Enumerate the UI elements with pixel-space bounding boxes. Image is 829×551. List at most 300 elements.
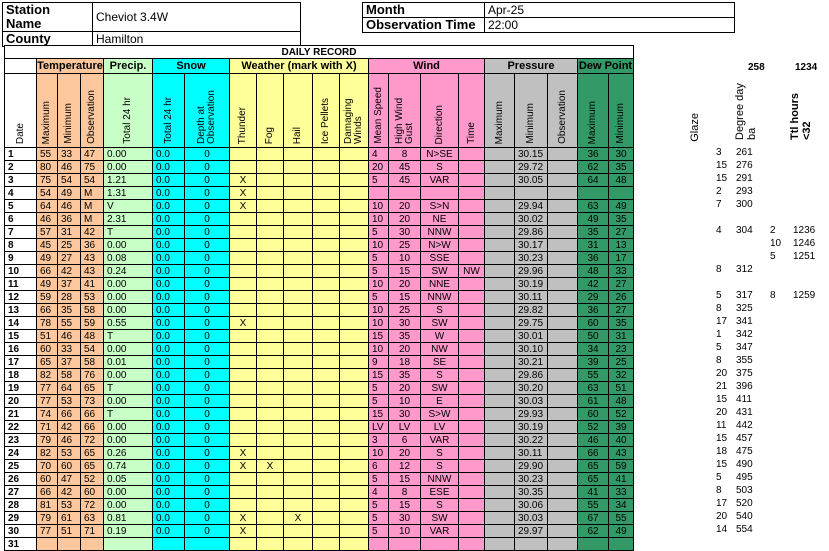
table-cell[interactable]: [459, 161, 485, 174]
table-cell[interactable]: [459, 382, 485, 395]
table-cell[interactable]: [485, 395, 515, 408]
table-cell[interactable]: 46: [58, 161, 81, 174]
table-cell[interactable]: 29.75: [515, 317, 548, 330]
table-cell[interactable]: [515, 187, 548, 200]
table-cell[interactable]: [37, 538, 58, 551]
table-cell[interactable]: 0: [185, 239, 230, 252]
table-cell[interactable]: 71: [37, 421, 58, 434]
table-cell[interactable]: 65: [578, 460, 609, 473]
table-cell[interactable]: [548, 226, 578, 239]
table-cell[interactable]: 36: [58, 213, 81, 226]
table-cell[interactable]: [485, 356, 515, 369]
table-cell[interactable]: [340, 356, 369, 369]
table-cell[interactable]: 49: [37, 278, 58, 291]
table-cell[interactable]: 29.94: [515, 200, 548, 213]
table-cell[interactable]: 5: [369, 291, 389, 304]
table-cell[interactable]: 0.00: [104, 304, 153, 317]
table-cell[interactable]: [284, 200, 313, 213]
table-cell[interactable]: 55: [578, 499, 609, 512]
table-cell[interactable]: 35: [609, 213, 634, 226]
table-cell[interactable]: 82: [37, 369, 58, 382]
table-cell[interactable]: [548, 512, 578, 525]
table-cell[interactable]: [230, 395, 257, 408]
table-cell[interactable]: [284, 317, 313, 330]
table-cell[interactable]: 0.0: [153, 226, 185, 239]
table-cell[interactable]: 55: [578, 369, 609, 382]
table-cell[interactable]: X: [230, 460, 257, 473]
table-cell[interactable]: [340, 408, 369, 421]
table-cell[interactable]: 66: [578, 447, 609, 460]
table-cell[interactable]: [230, 473, 257, 486]
table-cell[interactable]: 15: [369, 330, 389, 343]
table-cell[interactable]: [257, 369, 284, 382]
table-cell[interactable]: 5: [369, 382, 389, 395]
table-cell[interactable]: [485, 421, 515, 434]
table-cell[interactable]: VAR: [421, 434, 459, 447]
table-cell[interactable]: 30.19: [515, 421, 548, 434]
table-cell[interactable]: [459, 408, 485, 421]
table-cell[interactable]: 20: [369, 161, 389, 174]
table-cell[interactable]: [284, 525, 313, 538]
table-cell[interactable]: 30: [389, 512, 421, 525]
table-cell[interactable]: 54: [81, 174, 104, 187]
table-cell[interactable]: 0.0: [153, 369, 185, 382]
table-cell[interactable]: 39: [609, 421, 634, 434]
table-cell[interactable]: 0.0: [153, 421, 185, 434]
table-cell[interactable]: [230, 265, 257, 278]
table-cell[interactable]: 51: [609, 382, 634, 395]
table-cell[interactable]: [257, 330, 284, 343]
table-cell[interactable]: [257, 512, 284, 525]
table-cell[interactable]: VAR: [421, 174, 459, 187]
table-cell[interactable]: [230, 291, 257, 304]
table-cell[interactable]: [485, 499, 515, 512]
table-cell[interactable]: M: [81, 213, 104, 226]
table-cell[interactable]: 9: [369, 356, 389, 369]
table-cell[interactable]: 66: [58, 408, 81, 421]
table-cell[interactable]: 5: [369, 512, 389, 525]
table-cell[interactable]: LV: [369, 421, 389, 434]
table-cell[interactable]: 5: [369, 252, 389, 265]
table-cell[interactable]: 0.0: [153, 447, 185, 460]
table-cell[interactable]: 77: [37, 395, 58, 408]
table-cell[interactable]: 74: [37, 408, 58, 421]
table-cell[interactable]: [515, 538, 548, 551]
table-cell[interactable]: [230, 213, 257, 226]
table-cell[interactable]: [230, 239, 257, 252]
table-cell[interactable]: 25: [58, 239, 81, 252]
table-cell[interactable]: 35: [58, 304, 81, 317]
table-cell[interactable]: 50: [578, 330, 609, 343]
table-cell[interactable]: 75: [81, 161, 104, 174]
table-cell[interactable]: 73: [81, 395, 104, 408]
table-cell[interactable]: 0.00: [104, 421, 153, 434]
table-cell[interactable]: [284, 252, 313, 265]
table-cell[interactable]: 39: [578, 356, 609, 369]
table-cell[interactable]: [230, 538, 257, 551]
table-cell[interactable]: 15: [369, 369, 389, 382]
table-cell[interactable]: 0.24: [104, 265, 153, 278]
table-cell[interactable]: 0: [185, 499, 230, 512]
table-cell[interactable]: [548, 265, 578, 278]
table-cell[interactable]: N>SE: [421, 148, 459, 161]
table-cell[interactable]: 54: [58, 174, 81, 187]
table-cell[interactable]: [459, 421, 485, 434]
table-cell[interactable]: [313, 265, 340, 278]
table-cell[interactable]: [230, 421, 257, 434]
table-cell[interactable]: [230, 486, 257, 499]
table-cell[interactable]: [284, 161, 313, 174]
table-cell[interactable]: [340, 395, 369, 408]
table-cell[interactable]: 15: [389, 499, 421, 512]
table-cell[interactable]: [257, 499, 284, 512]
table-cell[interactable]: 0.0: [153, 525, 185, 538]
table-cell[interactable]: 45: [37, 239, 58, 252]
table-cell[interactable]: VAR: [421, 525, 459, 538]
table-cell[interactable]: 0: [185, 473, 230, 486]
table-cell[interactable]: [485, 265, 515, 278]
table-cell[interactable]: [485, 434, 515, 447]
table-cell[interactable]: 0.00: [104, 161, 153, 174]
table-cell[interactable]: 31: [609, 330, 634, 343]
table-cell[interactable]: 4: [369, 486, 389, 499]
table-cell[interactable]: 30: [609, 148, 634, 161]
table-cell[interactable]: 59: [37, 291, 58, 304]
table-cell[interactable]: [230, 382, 257, 395]
table-cell[interactable]: [185, 538, 230, 551]
table-cell[interactable]: 29.86: [515, 226, 548, 239]
table-cell[interactable]: [485, 538, 515, 551]
table-cell[interactable]: 27: [609, 304, 634, 317]
table-cell[interactable]: 60: [81, 486, 104, 499]
table-cell[interactable]: 0.0: [153, 395, 185, 408]
table-cell[interactable]: 0: [185, 187, 230, 200]
table-cell[interactable]: 61: [58, 512, 81, 525]
table-cell[interactable]: [230, 226, 257, 239]
table-cell[interactable]: 8: [389, 148, 421, 161]
table-cell[interactable]: [459, 304, 485, 317]
table-cell[interactable]: 10: [369, 447, 389, 460]
table-cell[interactable]: 0.0: [153, 317, 185, 330]
table-cell[interactable]: [340, 252, 369, 265]
table-cell[interactable]: 34: [609, 499, 634, 512]
table-cell[interactable]: [548, 486, 578, 499]
table-cell[interactable]: 43: [81, 265, 104, 278]
table-cell[interactable]: [257, 226, 284, 239]
table-cell[interactable]: 5: [369, 499, 389, 512]
table-cell[interactable]: 55: [58, 317, 81, 330]
table-cell[interactable]: [230, 408, 257, 421]
table-cell[interactable]: [548, 525, 578, 538]
table-cell[interactable]: 0: [185, 213, 230, 226]
table-cell[interactable]: [548, 473, 578, 486]
table-cell[interactable]: 10: [369, 304, 389, 317]
table-cell[interactable]: [284, 460, 313, 473]
table-cell[interactable]: [284, 395, 313, 408]
table-cell[interactable]: [313, 382, 340, 395]
table-cell[interactable]: 27: [609, 278, 634, 291]
table-cell[interactable]: [609, 187, 634, 200]
table-cell[interactable]: 72: [81, 499, 104, 512]
table-cell[interactable]: 81: [37, 499, 58, 512]
table-cell[interactable]: SW: [421, 382, 459, 395]
table-cell[interactable]: 0.00: [104, 369, 153, 382]
table-cell[interactable]: 30.23: [515, 252, 548, 265]
table-cell[interactable]: 35: [389, 330, 421, 343]
table-cell[interactable]: 45: [389, 161, 421, 174]
table-cell[interactable]: 10: [389, 252, 421, 265]
table-cell[interactable]: E: [421, 395, 459, 408]
table-cell[interactable]: 53: [58, 395, 81, 408]
table-cell[interactable]: [313, 486, 340, 499]
table-cell[interactable]: 66: [37, 486, 58, 499]
table-cell[interactable]: 0.01: [104, 356, 153, 369]
table-cell[interactable]: [548, 213, 578, 226]
table-cell[interactable]: 60: [37, 473, 58, 486]
table-cell[interactable]: [485, 213, 515, 226]
table-cell[interactable]: 52: [81, 473, 104, 486]
table-cell[interactable]: [459, 343, 485, 356]
table-cell[interactable]: 0: [185, 447, 230, 460]
table-cell[interactable]: [340, 304, 369, 317]
table-cell[interactable]: [340, 538, 369, 551]
table-cell[interactable]: 10: [389, 395, 421, 408]
table-cell[interactable]: [284, 148, 313, 161]
table-cell[interactable]: 67: [578, 512, 609, 525]
table-cell[interactable]: [340, 382, 369, 395]
table-cell[interactable]: [485, 525, 515, 538]
table-cell[interactable]: [313, 148, 340, 161]
table-cell[interactable]: [548, 460, 578, 473]
table-cell[interactable]: 72: [81, 434, 104, 447]
table-cell[interactable]: [340, 148, 369, 161]
table-cell[interactable]: 33: [58, 148, 81, 161]
table-cell[interactable]: 66: [81, 408, 104, 421]
table-cell[interactable]: 0.0: [153, 252, 185, 265]
table-cell[interactable]: 0.0: [153, 239, 185, 252]
table-cell[interactable]: NW: [421, 343, 459, 356]
table-cell[interactable]: 78: [37, 317, 58, 330]
table-cell[interactable]: 0.00: [104, 434, 153, 447]
table-cell[interactable]: 8: [389, 486, 421, 499]
table-cell[interactable]: 6: [389, 434, 421, 447]
table-cell[interactable]: 5: [369, 226, 389, 239]
table-cell[interactable]: 30.17: [515, 239, 548, 252]
table-cell[interactable]: [284, 291, 313, 304]
table-cell[interactable]: 2.31: [104, 213, 153, 226]
table-cell[interactable]: 42: [81, 226, 104, 239]
table-cell[interactable]: [313, 278, 340, 291]
table-cell[interactable]: 30.05: [515, 174, 548, 187]
table-cell[interactable]: 0: [185, 395, 230, 408]
table-cell[interactable]: [548, 252, 578, 265]
table-cell[interactable]: 46: [58, 330, 81, 343]
table-cell[interactable]: S>N: [421, 200, 459, 213]
table-cell[interactable]: [230, 343, 257, 356]
table-cell[interactable]: [459, 174, 485, 187]
table-cell[interactable]: 29.86: [515, 369, 548, 382]
table-cell[interactable]: [340, 434, 369, 447]
table-cell[interactable]: LV: [389, 421, 421, 434]
table-cell[interactable]: [230, 252, 257, 265]
table-cell[interactable]: 51: [37, 330, 58, 343]
table-cell[interactable]: 5: [369, 473, 389, 486]
table-cell[interactable]: [313, 525, 340, 538]
table-cell[interactable]: 30.22: [515, 434, 548, 447]
table-cell[interactable]: [257, 434, 284, 447]
table-cell[interactable]: [257, 174, 284, 187]
table-cell[interactable]: 0.00: [104, 343, 153, 356]
table-cell[interactable]: 5: [369, 395, 389, 408]
table-cell[interactable]: [485, 278, 515, 291]
table-cell[interactable]: 10: [369, 200, 389, 213]
table-cell[interactable]: [485, 408, 515, 421]
table-cell[interactable]: X: [230, 317, 257, 330]
table-cell[interactable]: 75: [37, 174, 58, 187]
table-cell[interactable]: [257, 317, 284, 330]
table-cell[interactable]: 23: [609, 343, 634, 356]
table-cell[interactable]: 3: [369, 434, 389, 447]
table-cell[interactable]: 0.0: [153, 499, 185, 512]
table-cell[interactable]: 27: [609, 226, 634, 239]
table-cell[interactable]: [284, 343, 313, 356]
table-cell[interactable]: [548, 239, 578, 252]
table-cell[interactable]: 33: [58, 343, 81, 356]
table-cell[interactable]: 0: [185, 421, 230, 434]
table-cell[interactable]: NNW: [421, 291, 459, 304]
table-cell[interactable]: 0: [185, 382, 230, 395]
table-cell[interactable]: 36: [578, 148, 609, 161]
table-cell[interactable]: 46: [58, 434, 81, 447]
table-cell[interactable]: 12: [389, 460, 421, 473]
table-cell[interactable]: [548, 304, 578, 317]
table-cell[interactable]: 0.0: [153, 473, 185, 486]
table-cell[interactable]: 13: [609, 239, 634, 252]
table-cell[interactable]: 60: [58, 460, 81, 473]
table-cell[interactable]: [548, 343, 578, 356]
table-cell[interactable]: [284, 473, 313, 486]
table-cell[interactable]: 61: [578, 395, 609, 408]
table-cell[interactable]: [548, 382, 578, 395]
table-cell[interactable]: [548, 330, 578, 343]
table-cell[interactable]: NNW: [421, 473, 459, 486]
table-cell[interactable]: [257, 525, 284, 538]
table-cell[interactable]: 77: [37, 525, 58, 538]
table-cell[interactable]: [459, 460, 485, 473]
table-cell[interactable]: [230, 369, 257, 382]
table-cell[interactable]: [485, 460, 515, 473]
table-cell[interactable]: 0.0: [153, 460, 185, 473]
table-cell[interactable]: [340, 317, 369, 330]
table-cell[interactable]: [313, 460, 340, 473]
table-cell[interactable]: [459, 252, 485, 265]
table-cell[interactable]: [459, 200, 485, 213]
table-cell[interactable]: [369, 538, 389, 551]
table-cell[interactable]: [257, 408, 284, 421]
table-cell[interactable]: [230, 434, 257, 447]
table-cell[interactable]: 0.00: [104, 395, 153, 408]
table-cell[interactable]: 55: [37, 148, 58, 161]
table-cell[interactable]: [578, 187, 609, 200]
table-cell[interactable]: [459, 434, 485, 447]
table-cell[interactable]: 25: [389, 239, 421, 252]
table-cell[interactable]: 58: [58, 369, 81, 382]
table-cell[interactable]: 60: [37, 343, 58, 356]
table-cell[interactable]: 0.00: [104, 291, 153, 304]
table-cell[interactable]: 46: [58, 200, 81, 213]
table-cell[interactable]: [257, 148, 284, 161]
table-cell[interactable]: [257, 447, 284, 460]
table-cell[interactable]: 30: [389, 408, 421, 421]
table-cell[interactable]: S: [421, 161, 459, 174]
table-cell[interactable]: 47: [81, 148, 104, 161]
table-cell[interactable]: 58: [81, 356, 104, 369]
table-cell[interactable]: [257, 538, 284, 551]
table-cell[interactable]: X: [230, 174, 257, 187]
table-cell[interactable]: [485, 291, 515, 304]
table-cell[interactable]: 55: [609, 512, 634, 525]
table-cell[interactable]: V: [104, 200, 153, 213]
table-cell[interactable]: [230, 499, 257, 512]
table-cell[interactable]: [340, 343, 369, 356]
table-cell[interactable]: [313, 317, 340, 330]
table-cell[interactable]: 43: [81, 252, 104, 265]
table-cell[interactable]: SSE: [421, 252, 459, 265]
table-cell[interactable]: [485, 187, 515, 200]
table-cell[interactable]: [230, 278, 257, 291]
table-cell[interactable]: 20: [389, 278, 421, 291]
table-cell[interactable]: [548, 291, 578, 304]
table-cell[interactable]: 28: [58, 291, 81, 304]
table-cell[interactable]: 53: [81, 291, 104, 304]
table-cell[interactable]: 29.97: [515, 525, 548, 538]
table-cell[interactable]: 0: [185, 330, 230, 343]
table-cell[interactable]: 30.02: [515, 213, 548, 226]
table-cell[interactable]: 49: [37, 252, 58, 265]
table-cell[interactable]: [284, 330, 313, 343]
table-cell[interactable]: [257, 395, 284, 408]
table-cell[interactable]: [389, 187, 421, 200]
table-cell[interactable]: 25: [389, 304, 421, 317]
table-cell[interactable]: 26: [609, 291, 634, 304]
table-cell[interactable]: [313, 421, 340, 434]
table-cell[interactable]: [548, 161, 578, 174]
table-cell[interactable]: [257, 265, 284, 278]
table-cell[interactable]: NNE: [421, 278, 459, 291]
table-cell[interactable]: [459, 369, 485, 382]
table-cell[interactable]: 0.0: [153, 408, 185, 421]
table-cell[interactable]: [340, 187, 369, 200]
table-cell[interactable]: 64: [58, 382, 81, 395]
table-cell[interactable]: 66: [37, 265, 58, 278]
table-cell[interactable]: X: [230, 512, 257, 525]
table-cell[interactable]: 42: [578, 278, 609, 291]
table-cell[interactable]: 5: [369, 265, 389, 278]
table-cell[interactable]: [104, 538, 153, 551]
table-cell[interactable]: 49: [58, 187, 81, 200]
table-cell[interactable]: 42: [58, 265, 81, 278]
table-cell[interactable]: 0: [185, 512, 230, 525]
table-cell[interactable]: [459, 226, 485, 239]
table-cell[interactable]: [485, 486, 515, 499]
table-cell[interactable]: [284, 447, 313, 460]
table-cell[interactable]: T: [104, 382, 153, 395]
table-cell[interactable]: 0.00: [104, 148, 153, 161]
table-cell[interactable]: 33: [609, 265, 634, 278]
table-cell[interactable]: 0: [185, 265, 230, 278]
table-cell[interactable]: 0.00: [104, 239, 153, 252]
table-cell[interactable]: [257, 486, 284, 499]
